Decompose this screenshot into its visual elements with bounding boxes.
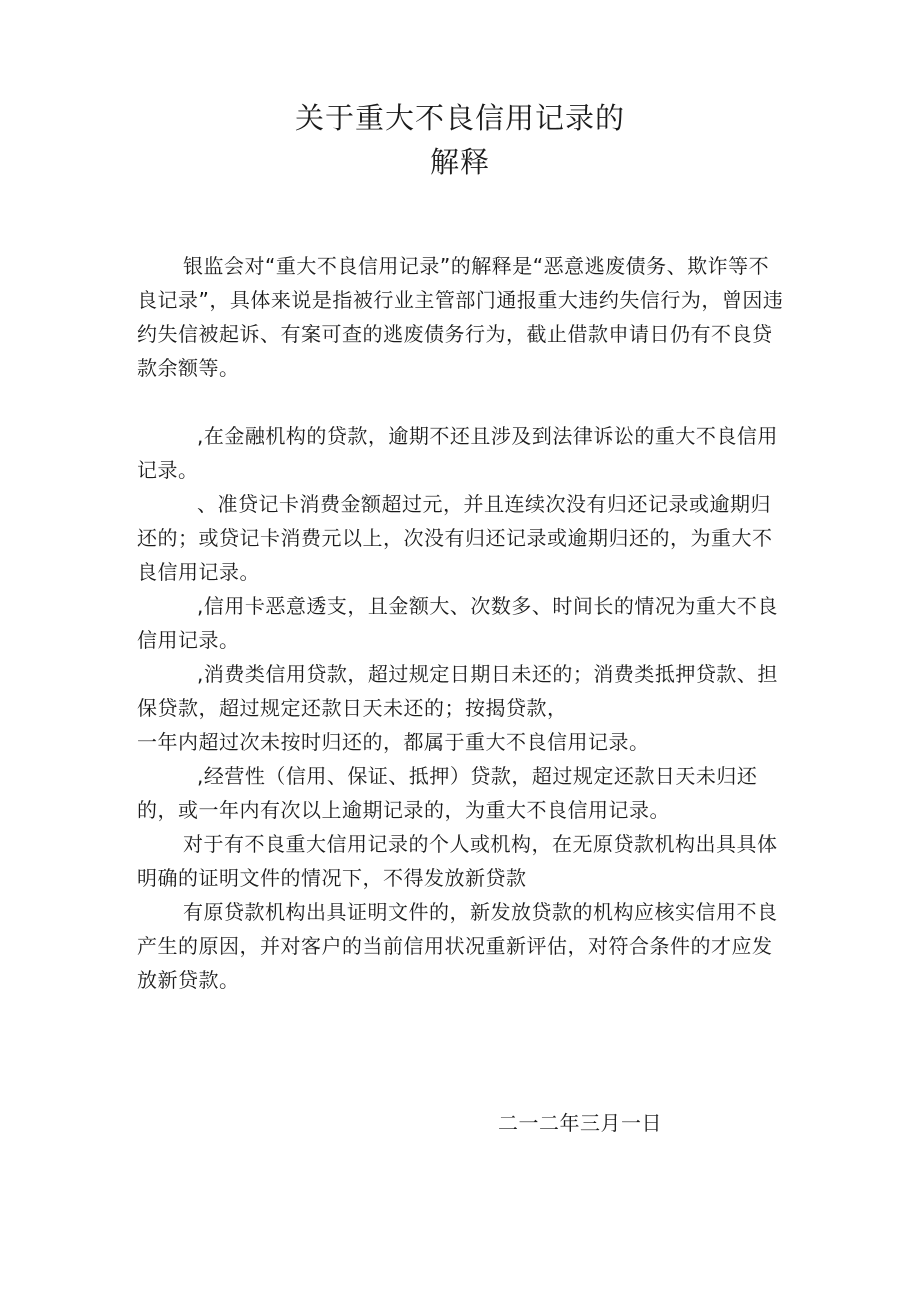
document-date: 二一二年三月一日 [498, 1111, 662, 1135]
item-paragraph-2: 、准贷记卡消费金额超过元，并且连续次没有归还记录或逾期归还的；或贷记卡消费元以上，次没有归还记录或逾期归还的，为重大不良信用记录。 [137, 492, 773, 584]
item-paragraph-5: ,经营性（信用、保证、抵押）贷款，超过规定还款日天未归还的，或一年内有次以上逾期记录的，为重大不良信用记录。 [137, 764, 758, 822]
title-line-2: 解释 [429, 145, 490, 179]
title-line-1: 关于重大不良信用记录的 [294, 101, 625, 135]
item-paragraph-4-continued: 一年内超过次未按时归还的，都属于重大不良信用记录。 [137, 730, 650, 754]
item-paragraph-1: ,在金融机构的贷款，逾期不还且涉及到法律诉讼的重大不良信用记录。 [137, 424, 778, 482]
intro-paragraph: 银监会对“重大不良信用记录”的解释是“恶意逃废债务、欺诈等不良记录”，具体来说是指被行业主管部门通报重大违约失信行为，曾因违约失信被起诉、有案可查的逃废债务行为，截止借款申请日仍有不良贷款余额等。 [137, 254, 784, 380]
closing-paragraph-2: 有原贷款机构出具证明文件的，新发放贷款的机构应核实信用不良产生的原因，并对客户的当前信用状况重新评估，对符合条件的才应发放新贷款。 [137, 900, 778, 992]
item-paragraph-4: ,消费类信用贷款，超过规定日期日未还的；消费类抵押贷款、担保贷款，超过规定还款日天未还的；按揭贷款， [137, 662, 778, 720]
item-paragraph-3: ,信用卡恶意透支，且金额大、次数多、时间长的情况为重大不良信用记录。 [137, 594, 778, 652]
document-body [137, 249, 787, 997]
closing-paragraph-1: 对于有不良重大信用记录的个人或机构，在无原贷款机构出具具体明确的证明文件的情况下，不得发放新贷款 [137, 832, 778, 890]
document-title [0, 96, 920, 184]
paragraph-gap [137, 385, 787, 419]
